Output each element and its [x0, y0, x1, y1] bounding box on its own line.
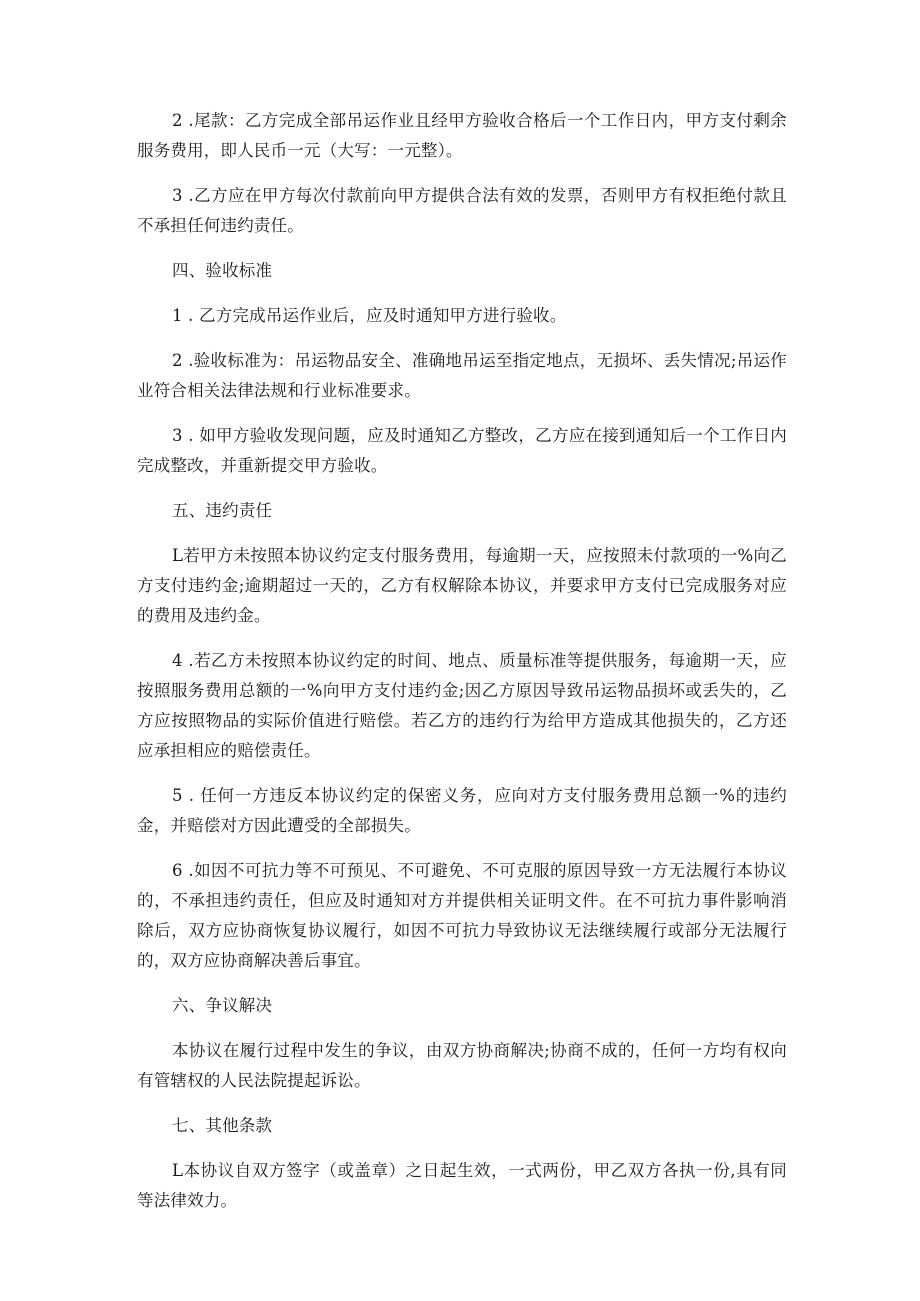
clause-rectification: 3 . 如甲方验收发现问题，应及时通知乙方整改，乙方应在接到通知后一个工作日内完成整改，并重新提交甲方验收。 — [137, 426, 787, 475]
clause-acceptance-standard: 2 .验收标准为：吊运物品安全、准确地吊运至指定地点，无损坏、丢失情况;吊运作业符合相关法律法规和行业标准要求。 — [137, 351, 787, 400]
clause-final-payment: 2 .尾款：乙方完成全部吊运作业且经甲方验收合格后一个工作日内，甲方支付剩余服务费用，即人民币一元（大写：一元整）。 — [137, 111, 787, 160]
clause-party-b-breach: 4 .若乙方未按照本协议约定的时间、地点、质量标准等提供服务，每逾期一天，应按照服务费用总额的一%向甲方支付违约金;因乙方原因导致吊运物品损坏或丢失的，乙方应按照物品的实际价值进行赔偿。若乙方的违约行为给甲方造成其他损失的，乙方还应承担相应的赔偿责任。 — [137, 651, 787, 760]
section-heading-dispute: 六、争议解决 — [172, 996, 273, 1015]
document-body — [137, 106, 787, 1231]
clause-party-a-breach: L若甲方未按照本协议约定支付服务费用，每逾期一天，应按照未付款项的一%向乙方支付违约金;逾期超过一天的，乙方有权解除本协议，并要求甲方支付已完成服务对应的费用及违约金。 — [137, 546, 787, 625]
section-heading-liability: 五、违约责任 — [172, 501, 273, 520]
clause-force-majeure: 6 .如因不可抗力等不可预见、不可避免、不可克服的原因导致一方无法履行本协议的，不承担违约责任，但应及时通知对方并提供相关证明文件。在不可抗力事件影响消除后，双方应协商恢复协议履行，如因不可抗力导致协议无法继续履行或部分无法履行的，双方应协商解决善后事宜。 — [137, 861, 787, 970]
clause-dispute-resolution: 本协议在履行过程中发生的争议，由双方协商解决;协商不成的，任何一方均有权向有管辖权的人民法院提起诉讼。 — [137, 1041, 787, 1090]
section-heading-other: 七、其他条款 — [172, 1116, 273, 1135]
clause-confidentiality-breach: 5 . 任何一方违反本协议约定的保密义务，应向对方支付服务费用总额一%的违约金，并赔偿对方因此遭受的全部损失。 — [137, 786, 787, 835]
clause-acceptance-notice: 1 . 乙方完成吊运作业后，应及时通知甲方进行验收。 — [172, 306, 567, 325]
clause-invoice: 3 .乙方应在甲方每次付款前向甲方提供合法有效的发票，否则甲方有权拒绝付款且不承担任何违约责任。 — [137, 186, 787, 235]
clause-effectiveness: L本协议自双方签字（或盖章）之日起生效，一式两份，甲乙双方各执一份,具有同等法律效力。 — [137, 1161, 787, 1210]
section-heading-acceptance: 四、验收标准 — [172, 261, 273, 280]
